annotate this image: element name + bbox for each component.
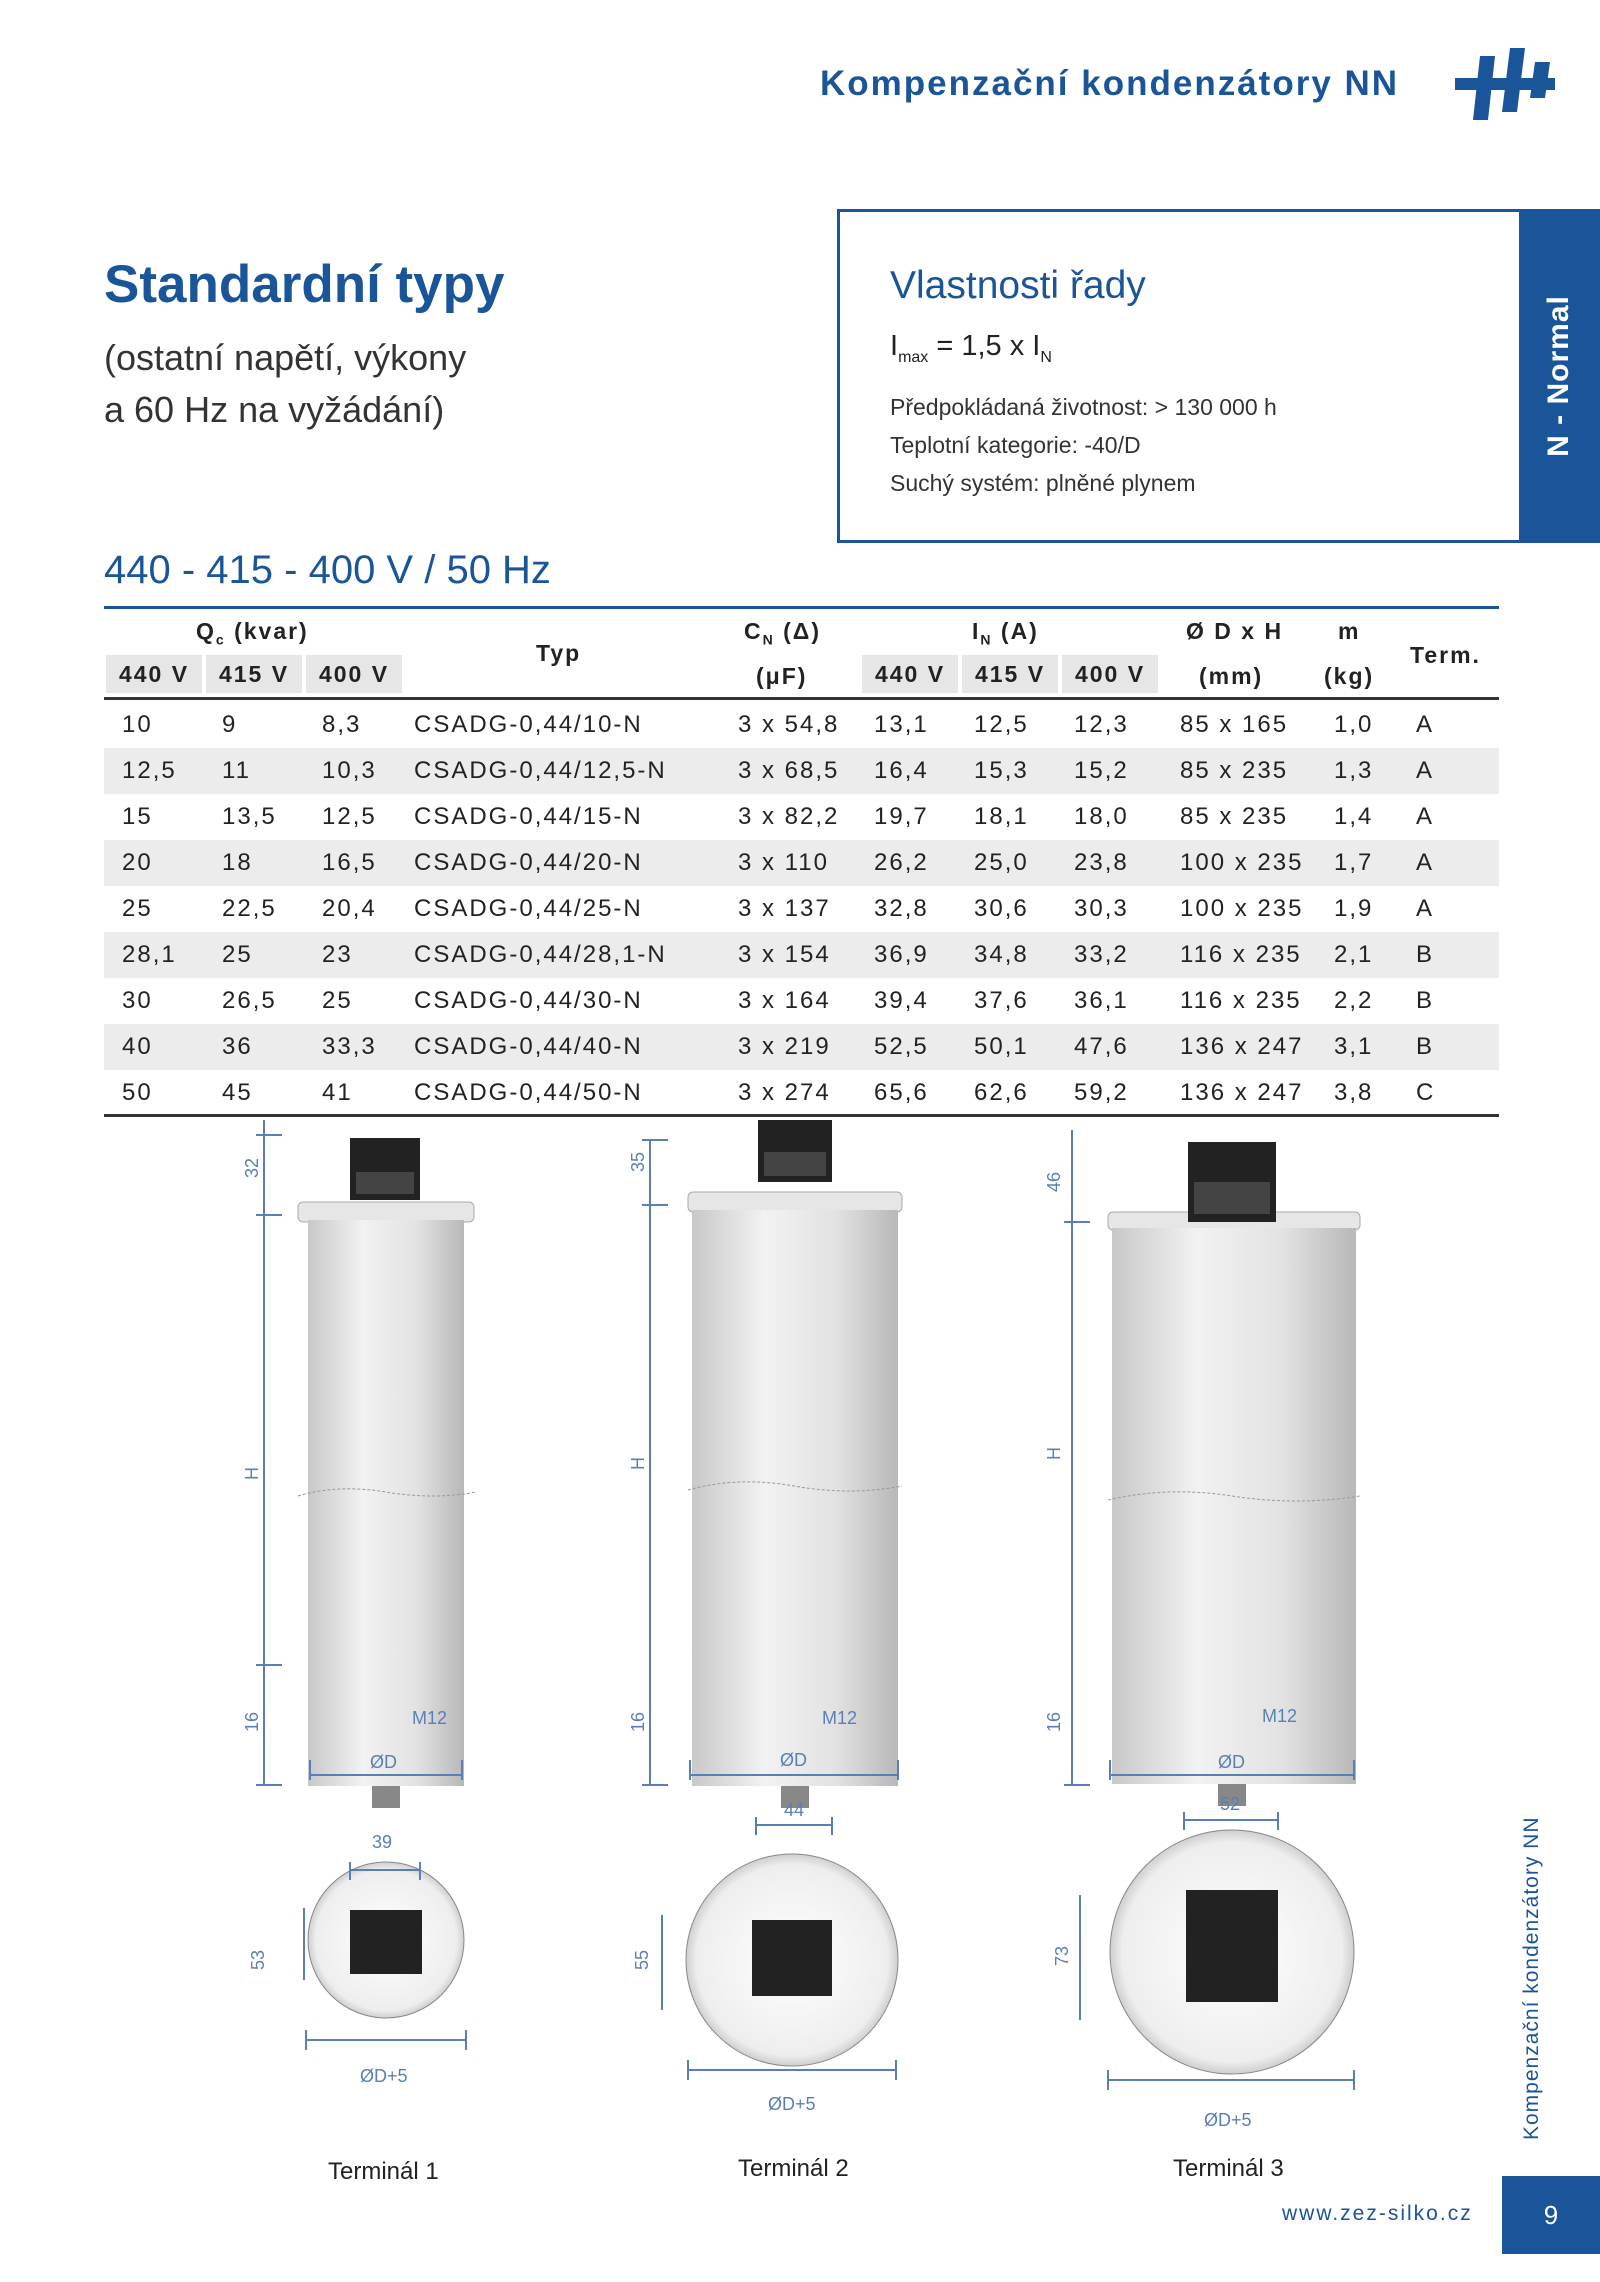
dim-top-3: 46 xyxy=(1044,1171,1064,1192)
dim-h-3: H xyxy=(1044,1447,1064,1460)
table-row xyxy=(104,978,1499,1024)
header-term: Term. xyxy=(1410,642,1481,668)
cell-qc-415: 36 xyxy=(222,1033,253,1060)
cell-qc-440: 28,1 xyxy=(122,941,177,968)
header-in xyxy=(972,618,1039,648)
cell-in-440: 19,7 xyxy=(874,803,929,830)
section-subtitle xyxy=(104,332,544,436)
table-row xyxy=(104,1070,1499,1116)
cell-qc-415: 18 xyxy=(222,849,253,876)
imax-n-subscript: N xyxy=(1040,348,1052,366)
cell-mass: 1,7 xyxy=(1334,849,1374,876)
dim-term-w-1: 39 xyxy=(372,1832,393,1852)
cell-in-415: 30,6 xyxy=(974,895,1029,922)
cell-terminal: A xyxy=(1416,849,1435,876)
dim-h-1: H xyxy=(242,1467,262,1480)
dim-thread-1: M12 xyxy=(412,1708,448,1728)
cell-terminal: B xyxy=(1416,941,1435,968)
cell-mass: 3,1 xyxy=(1334,1033,1374,1060)
header-dim: Ø D x H xyxy=(1186,618,1284,644)
header-cn xyxy=(744,618,821,648)
header-mass-unit: (kg) xyxy=(1324,663,1375,689)
properties-title: Vlastnosti řady xyxy=(890,264,1146,307)
cell-mass: 1,3 xyxy=(1334,757,1374,784)
qc-symbol: Q xyxy=(196,618,216,644)
cn-unit: (Δ) xyxy=(774,618,821,644)
cell-in-400: 18,0 xyxy=(1074,803,1129,830)
dim-top-1: 32 xyxy=(242,1157,262,1178)
cell-dimensions: 85 x 165 xyxy=(1180,711,1289,738)
section-title: Standardní typy xyxy=(104,255,505,314)
cell-mass: 2,1 xyxy=(1334,941,1374,968)
cell-in-415: 18,1 xyxy=(974,803,1029,830)
imax-formula xyxy=(890,330,1052,367)
cell-in-415: 37,6 xyxy=(974,987,1029,1014)
dim-thread-3: M12 xyxy=(1262,1706,1298,1726)
cell-qc-400: 12,5 xyxy=(322,803,377,830)
cell-qc-400: 16,5 xyxy=(322,849,377,876)
property-system: Suchý systém: plněné plynem xyxy=(890,470,1196,496)
in-unit: (A) xyxy=(992,618,1039,644)
table-row xyxy=(104,794,1499,840)
header-cn-unit: (μF) xyxy=(756,663,808,689)
subtitle-line: (ostatní napětí, výkony xyxy=(104,337,467,378)
figure-terminal-3 xyxy=(1064,1130,1360,1806)
dim-term-w-3: 52 xyxy=(1220,1794,1241,1814)
dim-term-h-2: 55 xyxy=(632,1949,652,1970)
cell-mass: 1,0 xyxy=(1334,711,1374,738)
header-in-440: 440 V xyxy=(862,655,958,693)
cell-in-415: 12,5 xyxy=(974,711,1029,738)
dim-bottom-3: 16 xyxy=(1044,1711,1064,1732)
in-symbol: I xyxy=(972,618,981,644)
qc-unit: (kvar) xyxy=(225,618,309,644)
header-qc-440: 440 V xyxy=(106,655,202,693)
table-header-rule xyxy=(104,697,1499,700)
cell-qc-440: 20 xyxy=(122,849,153,876)
header-title: Kompenzační kondenzátory NN xyxy=(820,64,1400,103)
cell-type: CSADG-0,44/15-N xyxy=(414,803,643,830)
cell-capacitance: 3 x 154 xyxy=(738,941,831,968)
cell-in-415: 50,1 xyxy=(974,1033,1029,1060)
cell-mass: 3,8 xyxy=(1334,1079,1374,1106)
cell-capacitance: 3 x 164 xyxy=(738,987,831,1014)
cell-terminal: A xyxy=(1416,895,1435,922)
cell-capacitance: 3 x 274 xyxy=(738,1079,831,1106)
dim-diameter-3: ØD xyxy=(1218,1752,1245,1772)
cell-capacitance: 3 x 137 xyxy=(738,895,831,922)
cn-subscript: N xyxy=(762,631,775,648)
cell-qc-415: 9 xyxy=(222,711,238,738)
dim-diameter-2: ØD xyxy=(780,1750,807,1770)
cell-qc-440: 15 xyxy=(122,803,153,830)
cell-in-400: 23,8 xyxy=(1074,849,1129,876)
cell-terminal: B xyxy=(1416,987,1435,1014)
cell-in-440: 26,2 xyxy=(874,849,929,876)
property-temperature: Teplotní kategorie: -40/D xyxy=(890,432,1141,458)
dim-top-2: 35 xyxy=(628,1151,648,1172)
cell-terminal: A xyxy=(1416,803,1435,830)
cell-mass: 1,9 xyxy=(1334,895,1374,922)
cell-terminal: A xyxy=(1416,757,1435,784)
header-qc-400: 400 V xyxy=(306,655,402,693)
bottom-view-1 xyxy=(304,1862,466,2080)
figure-terminal-1 xyxy=(256,1120,476,1808)
cell-dimensions: 116 x 235 xyxy=(1180,941,1302,968)
series-tab-label: N - Normal xyxy=(1542,295,1575,457)
footer-url[interactable]: www.zez-silko.cz xyxy=(1282,2202,1473,2225)
cell-in-440: 13,1 xyxy=(874,711,929,738)
cell-qc-415: 11 xyxy=(222,757,251,784)
dim-h-2: H xyxy=(628,1457,648,1470)
cell-qc-415: 22,5 xyxy=(222,895,277,922)
cell-in-440: 16,4 xyxy=(874,757,929,784)
header-qc xyxy=(196,618,309,648)
cell-qc-400: 10,3 xyxy=(322,757,377,784)
cell-type: CSADG-0,44/28,1-N xyxy=(414,941,667,968)
cell-type: CSADG-0,44/10-N xyxy=(414,711,643,738)
cell-qc-400: 23 xyxy=(322,941,353,968)
cell-in-415: 15,3 xyxy=(974,757,1029,784)
cell-qc-400: 41 xyxy=(322,1079,353,1106)
cell-in-415: 62,6 xyxy=(974,1079,1029,1106)
cell-qc-415: 26,5 xyxy=(222,987,277,1014)
cell-capacitance: 3 x 68,5 xyxy=(738,757,840,784)
header-in-415: 415 V xyxy=(962,655,1058,693)
in-subscript: N xyxy=(980,631,993,648)
cell-dimensions: 136 x 247 xyxy=(1180,1079,1304,1106)
dim-diameter-1: ØD xyxy=(370,1752,397,1772)
cell-dimensions: 100 x 235 xyxy=(1180,895,1304,922)
header-typ: Typ xyxy=(536,640,582,666)
table-row xyxy=(104,840,1499,886)
cell-terminal: C xyxy=(1416,1079,1436,1106)
cell-in-400: 30,3 xyxy=(1074,895,1129,922)
voltage-title: 440 - 415 - 400 V / 50 Hz xyxy=(104,548,551,592)
imax-symbol: I xyxy=(890,330,899,362)
dim-base-2: ØD+5 xyxy=(768,2094,816,2114)
cell-dimensions: 136 x 247 xyxy=(1180,1033,1304,1060)
cell-in-415: 34,8 xyxy=(974,941,1029,968)
cell-in-440: 32,8 xyxy=(874,895,929,922)
cell-in-400: 47,6 xyxy=(1074,1033,1129,1060)
cell-dimensions: 100 x 235 xyxy=(1180,849,1304,876)
page-number: 9 xyxy=(1502,2176,1600,2254)
table-top-rule xyxy=(104,606,1499,609)
cell-qc-400: 8,3 xyxy=(322,711,362,738)
table-row xyxy=(104,886,1499,932)
cell-qc-440: 40 xyxy=(122,1033,153,1060)
cell-capacitance: 3 x 110 xyxy=(738,849,829,876)
table-row xyxy=(104,1024,1499,1070)
side-vertical-title: Kompenzační kondenzátory NN xyxy=(1520,1816,1543,2140)
cell-capacitance: 3 x 82,2 xyxy=(738,803,840,830)
cell-in-415: 25,0 xyxy=(974,849,1029,876)
table-row xyxy=(104,932,1499,978)
cell-in-400: 59,2 xyxy=(1074,1079,1129,1106)
dim-base-1: ØD+5 xyxy=(360,2066,408,2086)
cell-qc-440: 25 xyxy=(122,895,153,922)
property-lifetime: Předpokládaná životnost: > 130 000 h xyxy=(890,394,1277,420)
cell-qc-440: 12,5 xyxy=(122,757,177,784)
dim-term-h-1: 53 xyxy=(248,1949,268,1970)
cell-capacitance: 3 x 219 xyxy=(738,1033,831,1060)
figure-label-3: Terminál 3 xyxy=(1173,2155,1284,2182)
cell-terminal: A xyxy=(1416,711,1435,738)
properties-box xyxy=(837,209,1522,543)
cell-dimensions: 116 x 235 xyxy=(1180,987,1302,1014)
header-mass: m xyxy=(1338,618,1361,644)
dim-thread-2: M12 xyxy=(822,1708,858,1728)
table-row xyxy=(104,702,1499,748)
figure-terminal-2 xyxy=(642,1120,902,1808)
cell-type: CSADG-0,44/25-N xyxy=(414,895,643,922)
dim-bottom-1: 16 xyxy=(242,1711,262,1732)
figure-label-1: Terminál 1 xyxy=(328,2158,439,2185)
cell-qc-440: 50 xyxy=(122,1079,153,1106)
cell-type: CSADG-0,44/12,5-N xyxy=(414,757,667,784)
imax-subscript: max xyxy=(898,348,929,366)
header-qc-415: 415 V xyxy=(206,655,302,693)
cn-symbol: C xyxy=(744,618,763,644)
subtitle-line: a 60 Hz na vyžádání) xyxy=(104,389,445,430)
bottom-view-2 xyxy=(662,1817,898,2080)
cell-capacitance: 3 x 54,8 xyxy=(738,711,840,738)
cell-qc-415: 45 xyxy=(222,1079,253,1106)
figure-label-2: Terminál 2 xyxy=(738,2155,849,2182)
cell-mass: 1,4 xyxy=(1334,803,1374,830)
cell-mass: 2,2 xyxy=(1334,987,1374,1014)
header-in-400: 400 V xyxy=(1062,655,1158,693)
cell-qc-400: 33,3 xyxy=(322,1033,377,1060)
cell-qc-400: 20,4 xyxy=(322,895,377,922)
cell-in-440: 65,6 xyxy=(874,1079,929,1106)
cell-in-400: 33,2 xyxy=(1074,941,1129,968)
cell-dimensions: 85 x 235 xyxy=(1180,757,1289,784)
cell-dimensions: 85 x 235 xyxy=(1180,803,1289,830)
cell-in-440: 36,9 xyxy=(874,941,929,968)
imax-equation: = 1,5 x I xyxy=(928,330,1041,362)
cell-in-400: 12,3 xyxy=(1074,711,1129,738)
cell-qc-400: 25 xyxy=(322,987,353,1014)
table-row xyxy=(104,748,1499,794)
cell-type: CSADG-0,44/20-N xyxy=(414,849,643,876)
cell-type: CSADG-0,44/50-N xyxy=(414,1079,643,1106)
cell-qc-415: 25 xyxy=(222,941,253,968)
dim-bottom-2: 16 xyxy=(628,1711,648,1732)
capacitor-drawings xyxy=(0,1120,1600,2220)
qc-subscript: c xyxy=(215,631,226,648)
dim-term-h-3: 73 xyxy=(1052,1945,1072,1966)
cell-in-440: 52,5 xyxy=(874,1033,929,1060)
cell-qc-440: 10 xyxy=(122,711,153,738)
cell-in-400: 36,1 xyxy=(1074,987,1129,1014)
dim-base-3: ØD+5 xyxy=(1204,2110,1252,2130)
bottom-view-3 xyxy=(1080,1812,1354,2090)
cell-qc-415: 13,5 xyxy=(222,803,277,830)
cell-terminal: B xyxy=(1416,1033,1435,1060)
header-dim-unit: (mm) xyxy=(1199,663,1264,689)
cell-type: CSADG-0,44/40-N xyxy=(414,1033,643,1060)
dim-term-w-2: 44 xyxy=(784,1800,805,1820)
zez-silko-logo-icon xyxy=(1455,48,1555,133)
cell-qc-440: 30 xyxy=(122,987,153,1014)
cell-in-440: 39,4 xyxy=(874,987,929,1014)
cell-type: CSADG-0,44/30-N xyxy=(414,987,643,1014)
cell-in-400: 15,2 xyxy=(1074,757,1129,784)
